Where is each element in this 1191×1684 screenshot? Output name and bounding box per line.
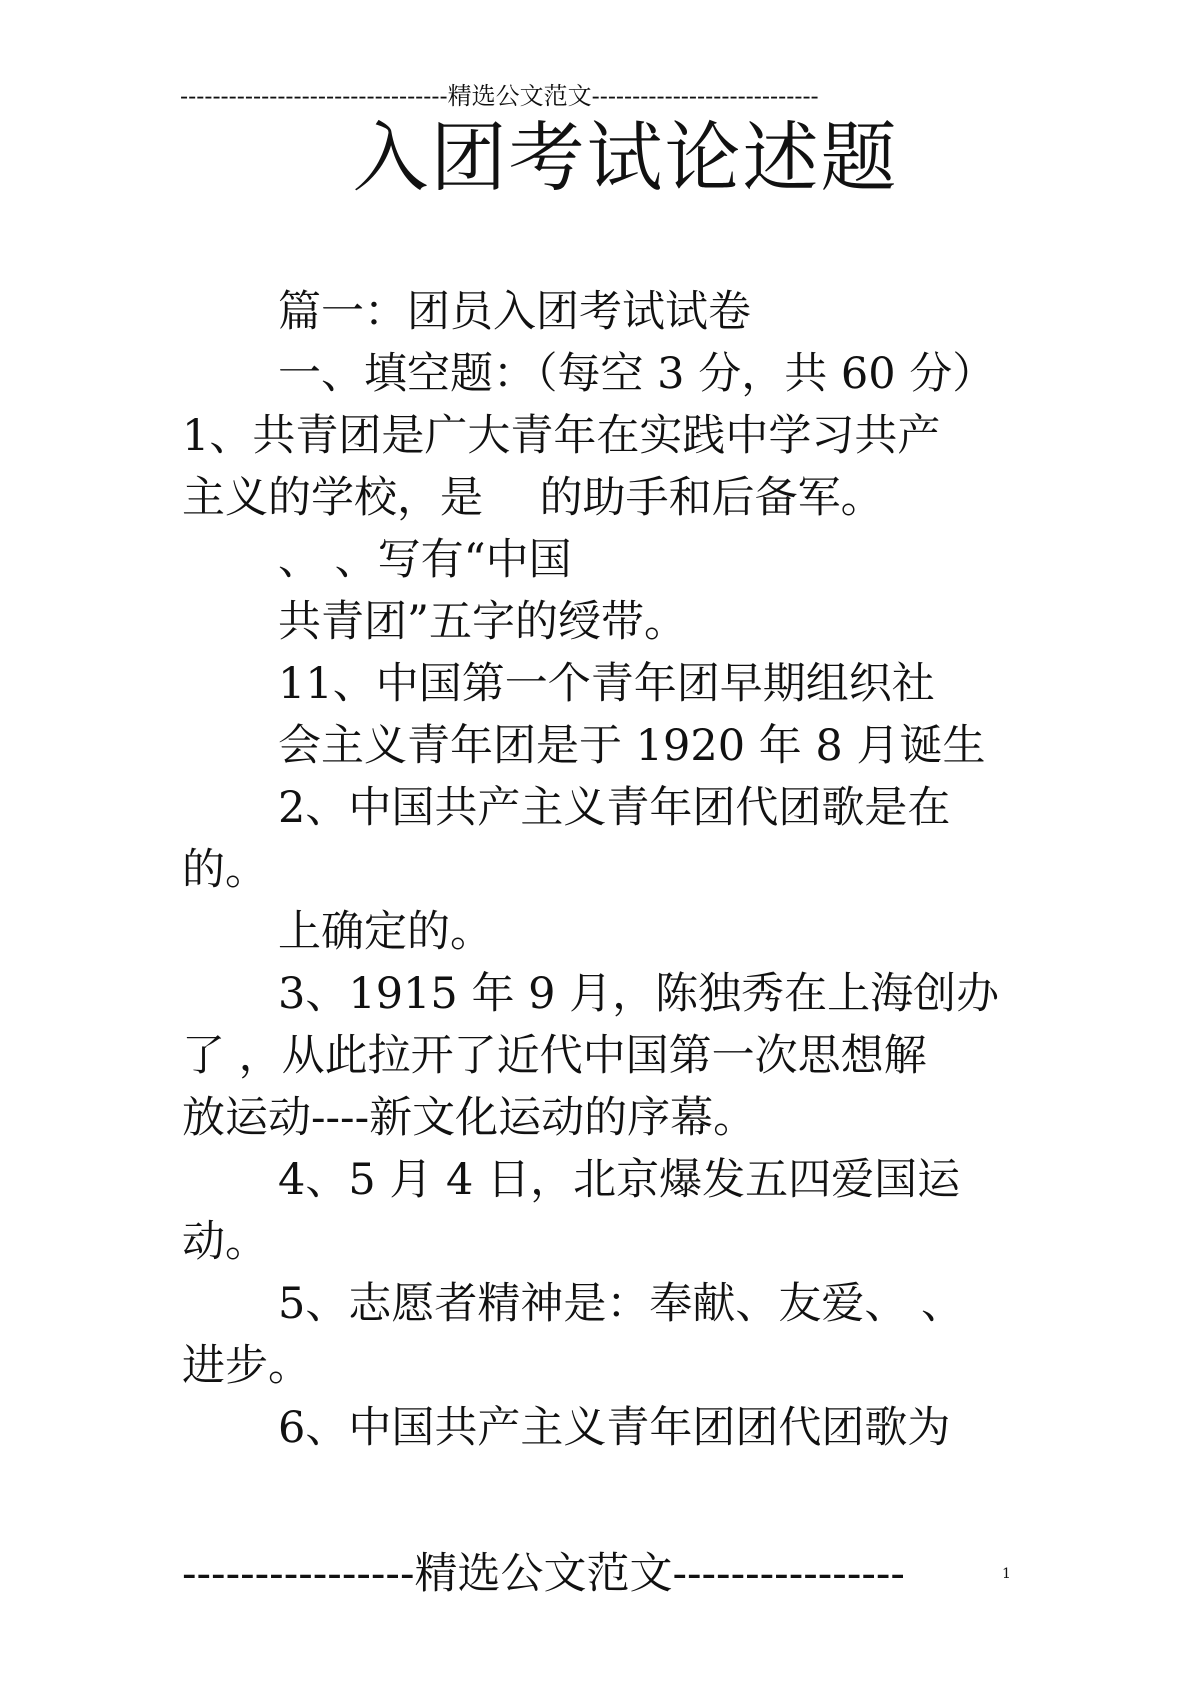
document-title: 入团考试论述题 [352,113,899,202]
text-line: 的。 [182,845,268,895]
text-line: 了 ，从此拉开了近代中国第一次思想解 [182,1031,927,1081]
text-line: 放运动----新文化运动的序幕。 [182,1093,757,1143]
document-body [182,281,1012,1459]
text-line: 动。 [182,1217,268,1267]
text-line: 5、志愿者精神是：奉献、友爱、 、 [278,1279,965,1329]
section-heading: 篇一：团员入团考试试卷 [278,287,751,337]
text-line: 会主义青年团是于 1920 年 8 月诞生 [278,721,986,771]
page-header: ---------------------------------精选公文范文---------------------------- [180,82,819,110]
text-line: 共青团”五字的绶带。 [278,597,687,647]
text-line: 4、5 月 4 日，北京爆发五四爱国运 [278,1155,961,1205]
text-line: 主义的学校，是 的助手和后备军。 [182,473,884,523]
page-footer: ----------------精选公文范文---------------- [182,1549,905,1599]
text-line: 1、共青团是广大青年在实践中学习共产 [182,411,941,461]
text-line: 上确定的。 [278,907,493,957]
text-line: 进步。 [182,1341,311,1391]
text-line: 2、中国共产主义青年团代团歌是在 [278,783,951,833]
text-line: 11、中国第一个青年团早期组织社 [278,659,935,709]
question-heading: 一、填空题：（每空 3 分，共 60 分） [278,349,996,399]
page-number: 1 [1002,1566,1011,1582]
text-line: 6、中国共产主义青年团团代团歌为 [278,1403,951,1453]
text-line: 、 、写有“中国 [278,535,572,585]
text-line: 3、1915 年 9 月，陈独秀在上海创办 [278,969,1000,1019]
